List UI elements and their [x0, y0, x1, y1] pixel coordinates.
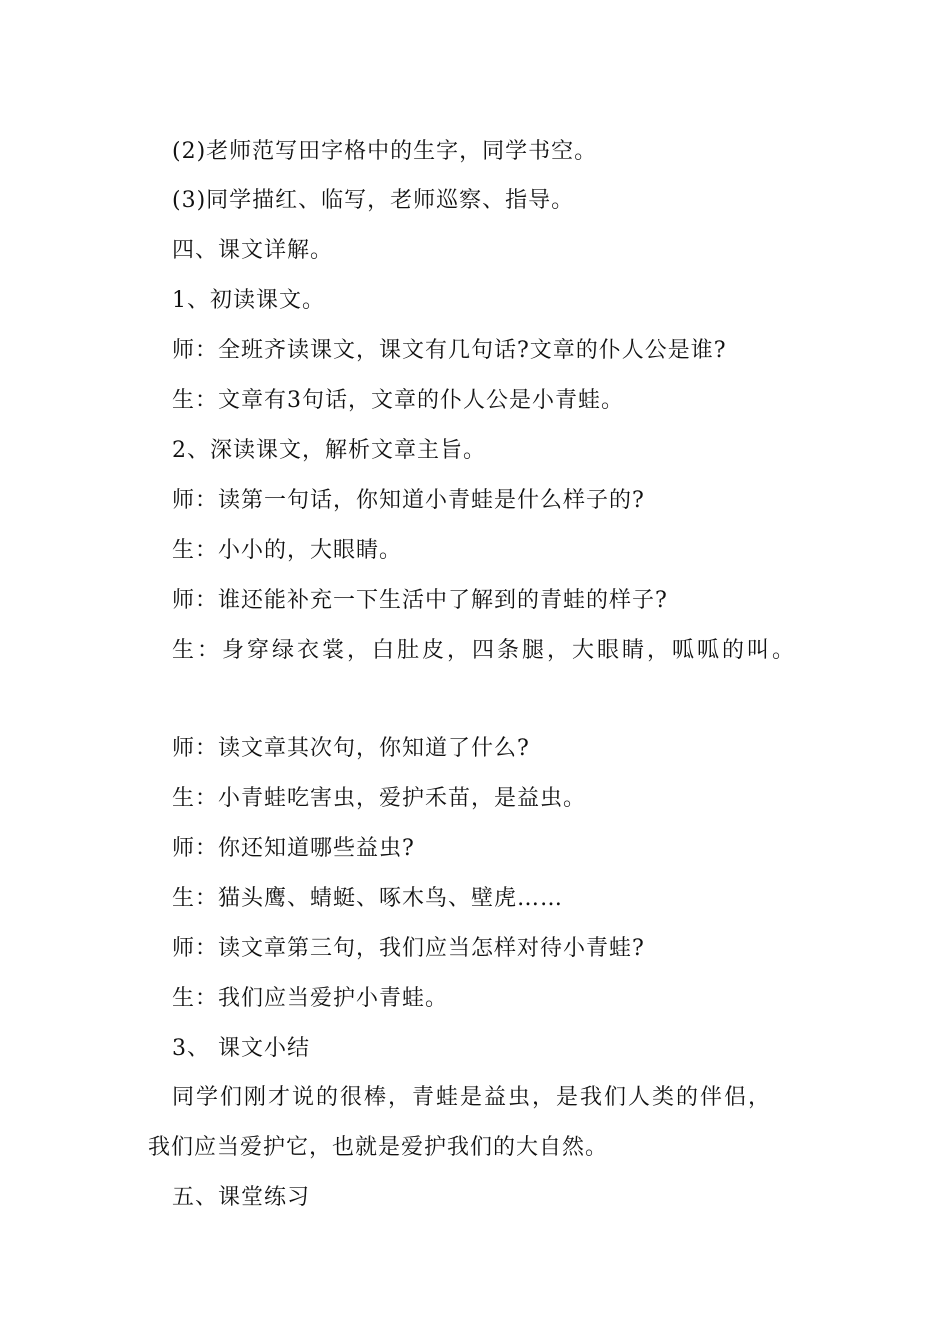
section-heading: 五、课堂练习	[172, 1185, 311, 1210]
text-line: 师：全班齐读课文，课文有几句话?文章的仆人公是谁?	[172, 338, 727, 363]
text-line: 师：读第一句话，你知道小青蛙是什么样子的?	[172, 488, 645, 513]
text-line: 生：猫头鹰、蜻蜓、啄木鸟、壁虎……	[172, 886, 564, 911]
section-heading: 四、课文详解。	[172, 238, 334, 263]
text-line: (3)同学描红、临写，老师巡察、指导。	[172, 188, 575, 213]
text-line: 生：小小的，大眼睛。	[172, 538, 403, 563]
text-line: 师：你还知道哪些益虫?	[172, 836, 415, 861]
subsection-heading: 3、 课文小结	[172, 1036, 310, 1061]
text-line: 生：身穿绿衣裳，白肚皮，四条腿，大眼睛，呱呱的叫。	[172, 638, 798, 663]
text-line: 师：读文章其次句，你知道了什么?	[172, 736, 530, 761]
text-line: 我们应当爱护它，也就是爱护我们的大自然。	[148, 1135, 609, 1160]
text-line: 生：文章有3句话，文章的仆人公是小青蛙。	[172, 388, 624, 413]
subsection-heading: 2、深读课文，解析文章主旨。	[172, 438, 486, 463]
text-line: 生：小青蛙吃害虫，爱护禾苗，是益虫。	[172, 786, 587, 811]
text-line: 师：读文章第三句，我们应当怎样对待小青蛙?	[172, 936, 645, 961]
text-line: 同学们刚才说的很棒，青蛙是益虫，是我们人类的伴侣，	[172, 1085, 773, 1110]
text-line: 师：谁还能补充一下生活中了解到的青蛙的样子?	[172, 588, 668, 613]
text-line: 生：我们应当爱护小青蛙。	[172, 986, 449, 1011]
subsection-heading: 1、初读课文。	[172, 288, 325, 313]
text-line: (2)老师范写田字格中的生字，同学书空。	[172, 139, 598, 164]
